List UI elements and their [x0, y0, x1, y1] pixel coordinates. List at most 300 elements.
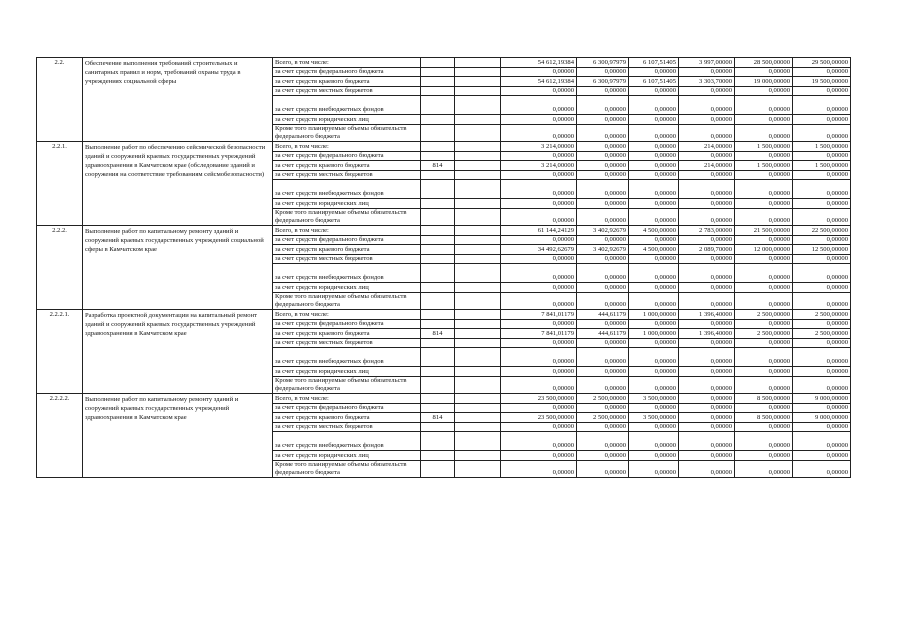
empty-cell — [455, 171, 501, 180]
funding-source: за счет средств краевого бюджета — [273, 245, 421, 255]
funding-source: Всего, в том числе: — [273, 226, 421, 236]
funding-source: за счет средств местных бюджетов — [273, 87, 421, 96]
empty-cell — [455, 329, 501, 339]
amount-cell: 19 500,00000 — [793, 77, 851, 87]
amount-cell: 0,00000 — [679, 432, 735, 451]
empty-cell — [455, 209, 501, 226]
item-code: 2.2.1. — [37, 142, 83, 226]
amount-cell: 21 500,00000 — [735, 226, 793, 236]
amount-cell: 0,00000 — [501, 367, 577, 377]
amount-cell: 0,00000 — [577, 125, 629, 142]
amount-cell: 2 500,00000 — [577, 413, 629, 423]
amount-cell: 1 396,40000 — [679, 329, 735, 339]
amount-cell: 0,00000 — [629, 199, 679, 209]
empty-cell — [455, 283, 501, 293]
amount-cell: 0,00000 — [793, 236, 851, 245]
funding-source: Всего, в том числе: — [273, 310, 421, 320]
empty-cell — [455, 68, 501, 77]
amount-cell: 0,00000 — [629, 320, 679, 329]
amount-cell: 0,00000 — [735, 68, 793, 77]
amount-cell: 0,00000 — [501, 236, 577, 245]
grbs-code — [421, 236, 455, 245]
item-code: 2.2. — [37, 58, 83, 142]
amount-cell: 0,00000 — [735, 209, 793, 226]
amount-cell: 0,00000 — [735, 404, 793, 413]
amount-cell: 0,00000 — [679, 413, 735, 423]
amount-cell: 0,00000 — [577, 264, 629, 283]
funding-source: Всего, в том числе: — [273, 142, 421, 152]
amount-cell: 3 303,70000 — [679, 77, 735, 87]
amount-cell: 23 500,00000 — [501, 413, 577, 423]
amount-cell: 0,00000 — [629, 348, 679, 367]
amount-cell: 22 500,00000 — [793, 226, 851, 236]
amount-cell: 0,00000 — [629, 423, 679, 432]
funding-source: за счет средств юридических лиц — [273, 283, 421, 293]
amount-cell: 0,00000 — [629, 171, 679, 180]
amount-cell: 0,00000 — [679, 255, 735, 264]
amount-cell: 0,00000 — [735, 283, 793, 293]
amount-cell: 0,00000 — [629, 404, 679, 413]
amount-cell: 0,00000 — [735, 152, 793, 161]
grbs-code — [421, 423, 455, 432]
empty-cell — [455, 180, 501, 199]
empty-cell — [455, 339, 501, 348]
amount-cell: 0,00000 — [501, 293, 577, 310]
funding-source: за счет средств федерального бюджета — [273, 68, 421, 77]
amount-cell: 0,00000 — [501, 209, 577, 226]
amount-cell: 0,00000 — [793, 125, 851, 142]
funding-source: Кроме того планируемые объемы обязательств федерального бюджета — [273, 377, 421, 394]
funding-source: за счет средств краевого бюджета — [273, 413, 421, 423]
amount-cell: 0,00000 — [629, 87, 679, 96]
grbs-code — [421, 115, 455, 125]
empty-cell — [455, 115, 501, 125]
funding-source: за счет средств внебюджетных фондов — [273, 96, 421, 115]
amount-cell: 0,00000 — [679, 377, 735, 394]
grbs-code — [421, 77, 455, 87]
amount-cell: 3 402,92679 — [577, 226, 629, 236]
item-name: Выполнение работ по обеспечению сейсмической безопасности зданий и сооружений краевых государственных учреждений здравоохранения в Камчатском крае (обследование зданий и сооружения на соответствие требованиям сейсмобезопасности) — [83, 142, 273, 226]
amount-cell: 1 000,00000 — [629, 310, 679, 320]
amount-cell: 0,00000 — [629, 451, 679, 461]
amount-cell: 0,00000 — [501, 404, 577, 413]
amount-cell: 0,00000 — [735, 320, 793, 329]
amount-cell: 0,00000 — [793, 404, 851, 413]
amount-cell: 0,00000 — [577, 339, 629, 348]
amount-cell: 3 214,00000 — [501, 142, 577, 152]
item-name: Разработка проектной документации на капитальный ремонт зданий и сооружений краевых государственных учреждений здравоохранения в Камчатском крае — [83, 310, 273, 394]
amount-cell: 0,00000 — [793, 367, 851, 377]
grbs-code — [421, 367, 455, 377]
amount-cell: 0,00000 — [629, 236, 679, 245]
amount-cell: 0,00000 — [629, 96, 679, 115]
amount-cell: 0,00000 — [793, 96, 851, 115]
grbs-code — [421, 245, 455, 255]
amount-cell: 0,00000 — [501, 152, 577, 161]
amount-cell: 0,00000 — [793, 209, 851, 226]
amount-cell: 2 500,00000 — [735, 310, 793, 320]
funding-source: за счет средств юридических лиц — [273, 199, 421, 209]
amount-cell: 0,00000 — [501, 377, 577, 394]
amount-cell: 1 000,00000 — [629, 329, 679, 339]
funding-source: за счет средств юридических лиц — [273, 115, 421, 125]
amount-cell: 1 500,00000 — [735, 161, 793, 171]
item-name: Обеспечение выполнения требований строительных и санитарных правил и норм, требований охраны труда в учреждениях социальной сферы — [83, 58, 273, 142]
amount-cell: 0,00000 — [735, 115, 793, 125]
amount-cell: 444,61179 — [577, 329, 629, 339]
funding-source: Всего, в том числе: — [273, 58, 421, 68]
amount-cell: 0,00000 — [679, 394, 735, 404]
funding-source: за счет средств федерального бюджета — [273, 236, 421, 245]
empty-cell — [455, 451, 501, 461]
grbs-code — [421, 348, 455, 367]
amount-cell: 0,00000 — [735, 432, 793, 451]
empty-cell — [455, 264, 501, 283]
amount-cell: 0,00000 — [793, 264, 851, 283]
grbs-code — [421, 264, 455, 283]
amount-cell: 0,00000 — [501, 283, 577, 293]
item-code: 2.2.2.1. — [37, 310, 83, 394]
empty-cell — [455, 367, 501, 377]
amount-cell: 0,00000 — [735, 255, 793, 264]
amount-cell: 0,00000 — [577, 171, 629, 180]
amount-cell: 61 144,24129 — [501, 226, 577, 236]
amount-cell: 0,00000 — [629, 293, 679, 310]
amount-cell: 0,00000 — [501, 171, 577, 180]
amount-cell: 0,00000 — [577, 161, 629, 171]
amount-cell: 0,00000 — [793, 461, 851, 478]
amount-cell: 0,00000 — [501, 199, 577, 209]
amount-cell: 0,00000 — [679, 283, 735, 293]
amount-cell: 0,00000 — [629, 461, 679, 478]
table-row — [37, 226, 851, 236]
amount-cell: 0,00000 — [793, 68, 851, 77]
empty-cell — [455, 142, 501, 152]
amount-cell: 0,00000 — [577, 152, 629, 161]
amount-cell: 0,00000 — [735, 348, 793, 367]
amount-cell: 0,00000 — [629, 125, 679, 142]
grbs-code — [421, 404, 455, 413]
amount-cell: 8 500,00000 — [735, 413, 793, 423]
amount-cell: 7 841,01179 — [501, 329, 577, 339]
grbs-code — [421, 377, 455, 394]
funding-source: Кроме того планируемые объемы обязательств федерального бюджета — [273, 293, 421, 310]
amount-cell: 0,00000 — [577, 209, 629, 226]
funding-source: Всего, в том числе: — [273, 394, 421, 404]
empty-cell — [455, 293, 501, 310]
amount-cell: 0,00000 — [577, 255, 629, 264]
item-code: 2.2.2. — [37, 226, 83, 310]
amount-cell: 0,00000 — [577, 320, 629, 329]
amount-cell: 0,00000 — [577, 348, 629, 367]
amount-cell: 0,00000 — [735, 96, 793, 115]
amount-cell: 0,00000 — [793, 451, 851, 461]
amount-cell: 6 107,51405 — [629, 58, 679, 68]
amount-cell: 0,00000 — [501, 451, 577, 461]
amount-cell: 0,00000 — [577, 199, 629, 209]
amount-cell: 0,00000 — [793, 423, 851, 432]
amount-cell: 0,00000 — [577, 96, 629, 115]
amount-cell: 0,00000 — [735, 199, 793, 209]
amount-cell: 3 214,00000 — [501, 161, 577, 171]
amount-cell: 0,00000 — [679, 367, 735, 377]
funding-source: за счет средств краевого бюджета — [273, 77, 421, 87]
amount-cell: 0,00000 — [629, 339, 679, 348]
table-row — [37, 310, 851, 320]
empty-cell — [455, 236, 501, 245]
amount-cell: 0,00000 — [629, 283, 679, 293]
amount-cell: 0,00000 — [501, 125, 577, 142]
empty-cell — [455, 461, 501, 478]
amount-cell: 0,00000 — [793, 152, 851, 161]
empty-cell — [455, 199, 501, 209]
amount-cell: 444,61179 — [577, 310, 629, 320]
amount-cell: 0,00000 — [577, 236, 629, 245]
grbs-code — [421, 283, 455, 293]
amount-cell: 0,00000 — [629, 180, 679, 199]
grbs-code — [421, 171, 455, 180]
grbs-code — [421, 320, 455, 329]
amount-cell: 0,00000 — [501, 115, 577, 125]
amount-cell: 0,00000 — [793, 283, 851, 293]
grbs-code — [421, 180, 455, 199]
amount-cell: 1 500,00000 — [735, 142, 793, 152]
amount-cell: 0,00000 — [501, 432, 577, 451]
funding-source: за счет средств внебюджетных фондов — [273, 180, 421, 199]
amount-cell: 0,00000 — [501, 339, 577, 348]
amount-cell: 9 000,00000 — [793, 394, 851, 404]
amount-cell: 0,00000 — [679, 451, 735, 461]
amount-cell: 3 500,00000 — [629, 413, 679, 423]
empty-cell — [455, 348, 501, 367]
grbs-code: 814 — [421, 413, 455, 423]
amount-cell: 0,00000 — [679, 320, 735, 329]
amount-cell: 0,00000 — [679, 87, 735, 96]
empty-cell — [455, 77, 501, 87]
amount-cell: 0,00000 — [793, 377, 851, 394]
grbs-code — [421, 394, 455, 404]
funding-source: за счет средств краевого бюджета — [273, 161, 421, 171]
amount-cell: 0,00000 — [577, 367, 629, 377]
empty-cell — [455, 226, 501, 236]
empty-cell — [455, 394, 501, 404]
amount-cell: 0,00000 — [679, 68, 735, 77]
amount-cell: 0,00000 — [735, 171, 793, 180]
grbs-code: 814 — [421, 329, 455, 339]
amount-cell: 54 612,19384 — [501, 77, 577, 87]
amount-cell: 0,00000 — [501, 255, 577, 264]
amount-cell: 0,00000 — [735, 461, 793, 478]
amount-cell: 0,00000 — [735, 377, 793, 394]
amount-cell: 0,00000 — [735, 180, 793, 199]
table-row — [37, 58, 851, 68]
funding-source: за счет средств юридических лиц — [273, 367, 421, 377]
empty-cell — [455, 58, 501, 68]
amount-cell: 29 500,00000 — [793, 58, 851, 68]
amount-cell: 0,00000 — [793, 115, 851, 125]
empty-cell — [455, 87, 501, 96]
amount-cell: 0,00000 — [793, 339, 851, 348]
grbs-code — [421, 152, 455, 161]
empty-cell — [455, 161, 501, 171]
grbs-code — [421, 209, 455, 226]
empty-cell — [455, 310, 501, 320]
amount-cell: 0,00000 — [793, 180, 851, 199]
amount-cell: 0,00000 — [679, 115, 735, 125]
amount-cell: 214,00000 — [679, 142, 735, 152]
grbs-code — [421, 199, 455, 209]
empty-cell — [455, 125, 501, 142]
funding-source: за счет средств местных бюджетов — [273, 423, 421, 432]
amount-cell: 0,00000 — [577, 432, 629, 451]
amount-cell: 0,00000 — [577, 115, 629, 125]
amount-cell: 0,00000 — [577, 180, 629, 199]
grbs-code — [421, 461, 455, 478]
funding-source: за счет средств федерального бюджета — [273, 404, 421, 413]
amount-cell: 0,00000 — [679, 209, 735, 226]
amount-cell: 0,00000 — [735, 451, 793, 461]
empty-cell — [455, 255, 501, 264]
amount-cell: 0,00000 — [735, 264, 793, 283]
amount-cell: 19 000,00000 — [735, 77, 793, 87]
amount-cell: 0,00000 — [629, 161, 679, 171]
amount-cell: 23 500,00000 — [501, 394, 577, 404]
amount-cell: 54 612,19384 — [501, 58, 577, 68]
grbs-code — [421, 142, 455, 152]
amount-cell: 0,00000 — [577, 377, 629, 394]
empty-cell — [455, 423, 501, 432]
amount-cell: 0,00000 — [679, 404, 735, 413]
amount-cell: 0,00000 — [735, 87, 793, 96]
amount-cell: 0,00000 — [577, 423, 629, 432]
grbs-code — [421, 255, 455, 264]
amount-cell: 0,00000 — [679, 293, 735, 310]
amount-cell: 6 300,97979 — [577, 77, 629, 87]
amount-cell: 0,00000 — [501, 180, 577, 199]
amount-cell: 0,00000 — [629, 255, 679, 264]
amount-cell: 6 107,51405 — [629, 77, 679, 87]
grbs-code — [421, 432, 455, 451]
amount-cell: 3 500,00000 — [629, 394, 679, 404]
funding-source: за счет средств краевого бюджета — [273, 329, 421, 339]
empty-cell — [455, 413, 501, 423]
funding-source: за счет средств федерального бюджета — [273, 152, 421, 161]
amount-cell: 2 500,00000 — [735, 329, 793, 339]
grbs-code — [421, 96, 455, 115]
amount-cell: 0,00000 — [577, 87, 629, 96]
funding-source: за счет средств внебюджетных фондов — [273, 348, 421, 367]
grbs-code — [421, 310, 455, 320]
grbs-code — [421, 293, 455, 310]
item-code: 2.2.2.2. — [37, 394, 83, 478]
budget-table-body — [37, 58, 851, 478]
grbs-code — [421, 68, 455, 77]
amount-cell: 0,00000 — [501, 264, 577, 283]
amount-cell: 4 500,00000 — [629, 245, 679, 255]
amount-cell: 0,00000 — [735, 367, 793, 377]
amount-cell: 0,00000 — [679, 264, 735, 283]
grbs-code — [421, 226, 455, 236]
amount-cell: 0,00000 — [501, 348, 577, 367]
amount-cell: 0,00000 — [577, 283, 629, 293]
amount-cell: 2 089,70000 — [679, 245, 735, 255]
amount-cell: 0,00000 — [735, 293, 793, 310]
amount-cell: 0,00000 — [501, 320, 577, 329]
amount-cell: 1 396,40000 — [679, 310, 735, 320]
amount-cell: 0,00000 — [793, 199, 851, 209]
amount-cell: 4 500,00000 — [629, 226, 679, 236]
amount-cell: 9 000,00000 — [793, 413, 851, 423]
empty-cell — [455, 152, 501, 161]
amount-cell: 8 500,00000 — [735, 394, 793, 404]
amount-cell: 7 841,01179 — [501, 310, 577, 320]
amount-cell: 0,00000 — [735, 236, 793, 245]
amount-cell: 0,00000 — [793, 432, 851, 451]
amount-cell: 0,00000 — [501, 423, 577, 432]
amount-cell: 3 402,92679 — [577, 245, 629, 255]
amount-cell: 2 500,00000 — [577, 394, 629, 404]
amount-cell: 0,00000 — [629, 152, 679, 161]
amount-cell: 1 500,00000 — [793, 161, 851, 171]
table-row — [37, 142, 851, 152]
amount-cell: 214,00000 — [679, 161, 735, 171]
amount-cell: 34 492,62679 — [501, 245, 577, 255]
table-row — [37, 394, 851, 404]
amount-cell: 0,00000 — [629, 367, 679, 377]
amount-cell: 0,00000 — [629, 432, 679, 451]
amount-cell: 0,00000 — [501, 96, 577, 115]
funding-source: за счет средств местных бюджетов — [273, 255, 421, 264]
amount-cell: 0,00000 — [679, 96, 735, 115]
amount-cell: 0,00000 — [577, 404, 629, 413]
amount-cell: 0,00000 — [629, 209, 679, 226]
grbs-code — [421, 87, 455, 96]
funding-source: Кроме того планируемые объемы обязательств федерального бюджета — [273, 209, 421, 226]
item-name: Выполнение работ по капитальному ремонту зданий и сооружений краевых государственных учреждений здравоохранения в Камчатском крае — [83, 394, 273, 478]
amount-cell: 0,00000 — [629, 377, 679, 394]
funding-source: за счет средств юридических лиц — [273, 451, 421, 461]
funding-source: за счет средств внебюджетных фондов — [273, 432, 421, 451]
empty-cell — [455, 404, 501, 413]
amount-cell: 2 783,00000 — [679, 226, 735, 236]
amount-cell: 0,00000 — [679, 348, 735, 367]
amount-cell: 0,00000 — [629, 68, 679, 77]
amount-cell: 0,00000 — [793, 320, 851, 329]
amount-cell: 0,00000 — [629, 142, 679, 152]
empty-cell — [455, 432, 501, 451]
amount-cell: 3 997,00000 — [679, 58, 735, 68]
funding-source: за счет средств внебюджетных фондов — [273, 264, 421, 283]
funding-source: за счет средств местных бюджетов — [273, 339, 421, 348]
amount-cell: 1 500,00000 — [793, 142, 851, 152]
funding-source: Кроме того планируемые объемы обязательств федерального бюджета — [273, 125, 421, 142]
amount-cell: 0,00000 — [679, 236, 735, 245]
grbs-code — [421, 339, 455, 348]
grbs-code — [421, 125, 455, 142]
grbs-code — [421, 58, 455, 68]
amount-cell: 0,00000 — [577, 451, 629, 461]
amount-cell: 0,00000 — [501, 68, 577, 77]
amount-cell: 12 000,00000 — [735, 245, 793, 255]
amount-cell: 0,00000 — [679, 125, 735, 142]
amount-cell: 0,00000 — [577, 293, 629, 310]
amount-cell: 0,00000 — [735, 339, 793, 348]
amount-cell: 0,00000 — [793, 293, 851, 310]
amount-cell: 0,00000 — [501, 87, 577, 96]
amount-cell: 0,00000 — [793, 348, 851, 367]
empty-cell — [455, 245, 501, 255]
funding-source: за счет средств местных бюджетов — [273, 171, 421, 180]
